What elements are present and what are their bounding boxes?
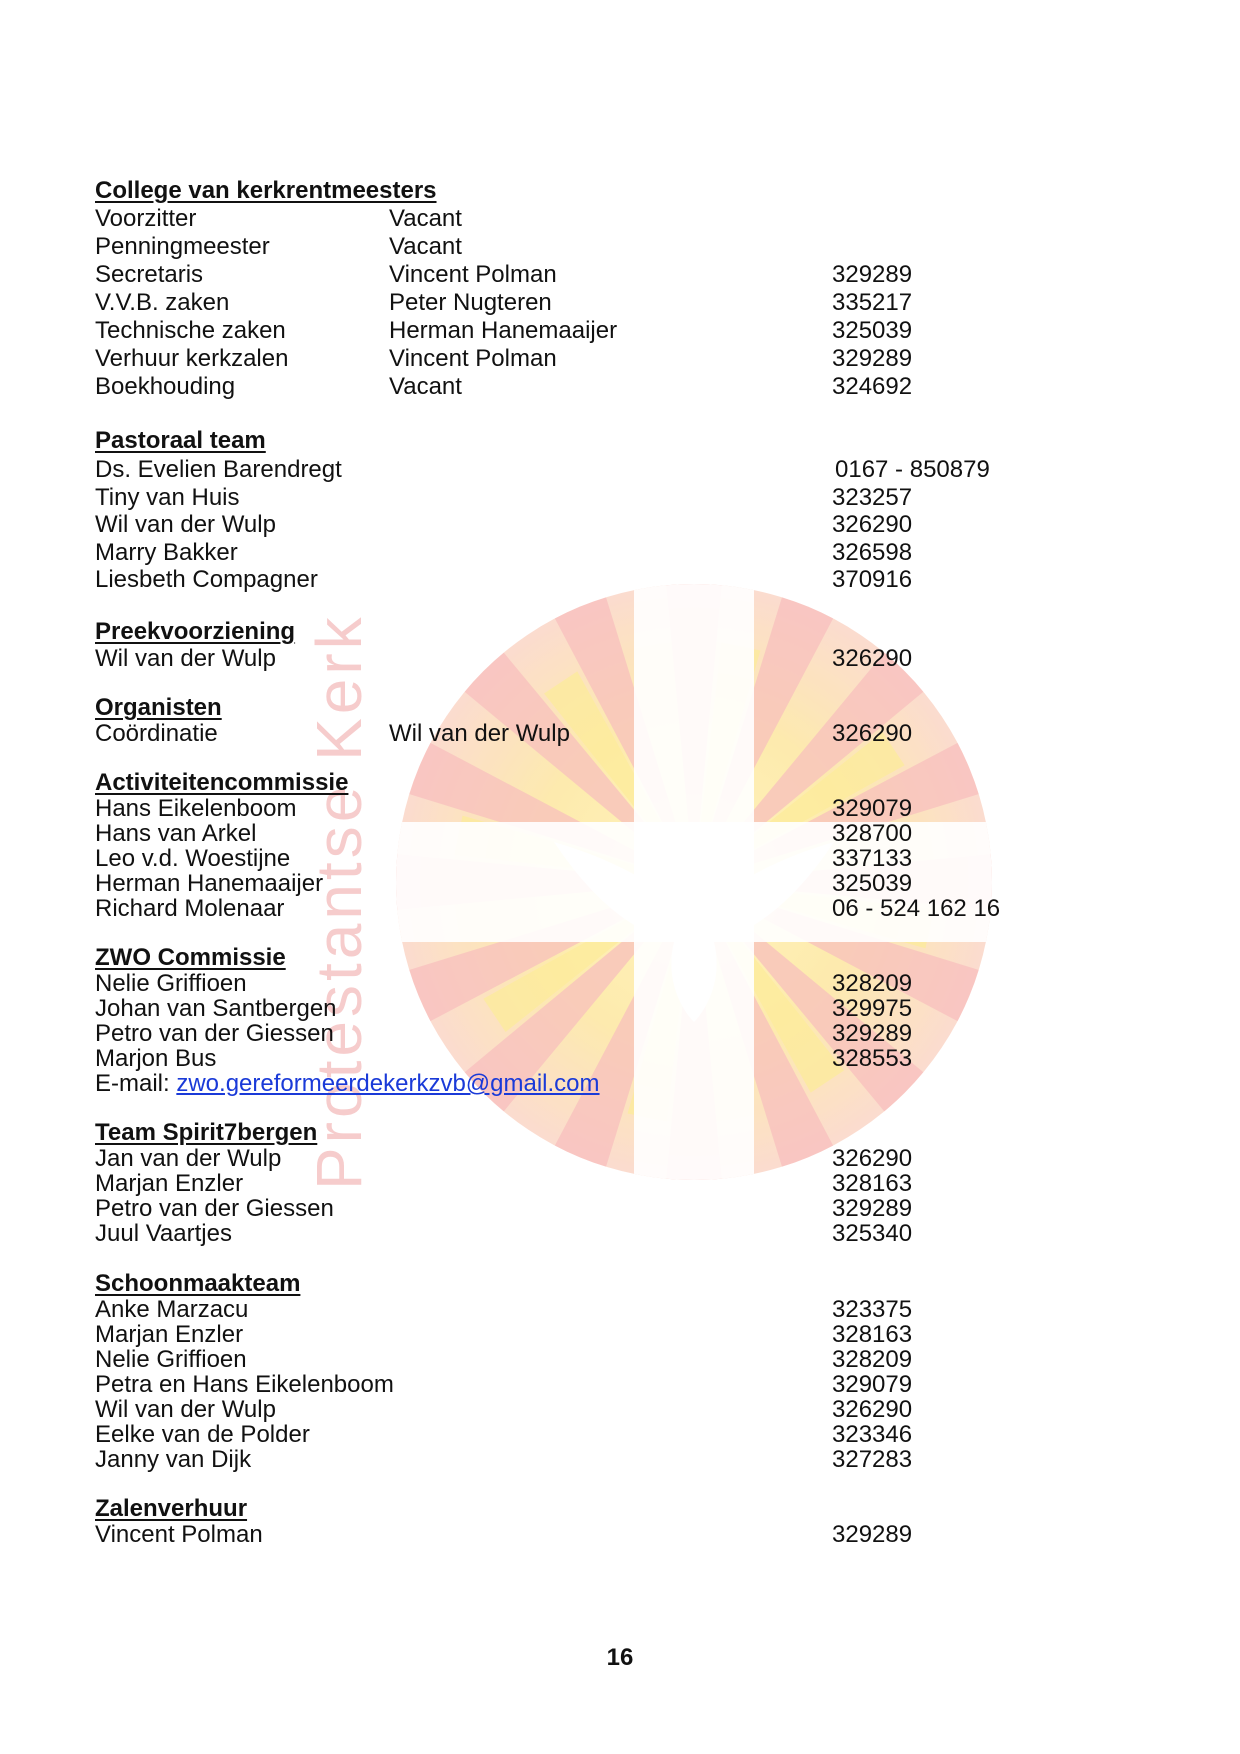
table-row xyxy=(95,233,1155,261)
person: Leo v.d. Woestijne xyxy=(95,845,291,872)
person: Marjon Bus xyxy=(95,1045,217,1072)
person: Anke Marzacu xyxy=(95,1296,249,1323)
table-row xyxy=(95,261,1155,289)
person: Marry Bakker xyxy=(95,539,238,566)
table-row xyxy=(95,1371,1155,1399)
section-title-activiteitencommissie: Activiteitencommissie xyxy=(95,769,349,796)
person: Liesbeth Compagner xyxy=(95,566,318,593)
phone: 329079 xyxy=(832,1371,913,1398)
phone: 335217 xyxy=(832,289,913,316)
role: Secretaris xyxy=(95,261,204,288)
phone: 337133 xyxy=(832,845,913,872)
phone: 370916 xyxy=(832,566,913,593)
phone: 328209 xyxy=(832,970,913,997)
section-title-preekvoorziening: Preekvoorziening xyxy=(95,618,296,645)
person: Jan van der Wulp xyxy=(95,1145,282,1172)
role: Boekhouding xyxy=(95,373,236,400)
phone: 323346 xyxy=(832,1421,913,1448)
person: Marjan Enzler xyxy=(95,1321,244,1348)
table-row xyxy=(95,895,1155,923)
table-row xyxy=(95,1296,1155,1324)
table-row xyxy=(95,456,1155,484)
table-row xyxy=(95,511,1155,539)
person: Eelke van de Polder xyxy=(95,1421,310,1448)
table-row xyxy=(95,870,1155,898)
section-title-organisten: Organisten xyxy=(95,694,222,721)
phone: 325039 xyxy=(832,870,913,897)
phone: 326290 xyxy=(832,720,913,747)
email-link[interactable]: zwo.gereformeerdekerkzvb@gmail.com xyxy=(176,1070,600,1097)
person: Vacant xyxy=(389,233,462,260)
person: Herman Hanemaaijer xyxy=(95,870,324,897)
table-row xyxy=(95,820,1155,848)
contact-list xyxy=(95,0,1155,1754)
section-title-zalenverhuur: Zalenverhuur xyxy=(95,1495,248,1522)
phone: 329289 xyxy=(832,261,913,288)
person: Richard Molenaar xyxy=(95,895,285,922)
table-row xyxy=(95,845,1155,873)
person: Petro van der Giessen xyxy=(95,1195,334,1222)
table-row xyxy=(95,1346,1155,1374)
table-row xyxy=(95,720,1155,748)
section-title-zwo-commissie: ZWO Commissie xyxy=(95,944,286,971)
person: Juul Vaartjes xyxy=(95,1220,232,1247)
phone: 329079 xyxy=(832,795,913,822)
section-title-team-spirit7bergen: Team Spirit7bergen xyxy=(95,1119,318,1146)
table-row xyxy=(95,484,1155,512)
role: V.V.B. zaken xyxy=(95,289,230,316)
person: Johan van Santbergen xyxy=(95,995,337,1022)
phone: 326290 xyxy=(832,1145,913,1172)
phone: 328163 xyxy=(832,1321,913,1348)
phone: 325340 xyxy=(832,1220,913,1247)
table-row xyxy=(95,1321,1155,1349)
phone: 329289 xyxy=(832,1020,913,1047)
person: Ds. Evelien Barendregt xyxy=(95,456,342,483)
role: Coördinatie xyxy=(95,720,218,747)
role: Penningmeester xyxy=(95,233,270,260)
role: Voorzitter xyxy=(95,205,197,232)
table-row xyxy=(95,970,1155,998)
phone: 325039 xyxy=(832,317,913,344)
table-row xyxy=(95,795,1155,823)
table-row xyxy=(95,566,1155,594)
person: Petra en Hans Eikelenboom xyxy=(95,1371,394,1398)
person: Wil van der Wulp xyxy=(95,1396,276,1423)
email-line xyxy=(95,1070,600,1098)
table-row xyxy=(95,345,1155,373)
table-row xyxy=(95,1170,1155,1198)
section-title-schoonmaakteam: Schoonmaakteam xyxy=(95,1270,301,1297)
table-row xyxy=(95,995,1155,1023)
role: Technische zaken xyxy=(95,317,286,344)
phone: 323375 xyxy=(832,1296,913,1323)
phone: 0167 - 850879 xyxy=(835,456,990,483)
section-title-pastoraal: Pastoraal team xyxy=(95,427,266,454)
phone: 329289 xyxy=(832,345,913,372)
table-row xyxy=(95,1145,1155,1173)
person: Nelie Griffioen xyxy=(95,1346,247,1373)
table-row xyxy=(95,1020,1155,1048)
email-label: E-mail: xyxy=(95,1070,177,1097)
watermark-vertical-text: Protestantse Kerk xyxy=(303,613,375,1190)
phone: 326290 xyxy=(832,511,913,538)
role: Verhuur kerkzalen xyxy=(95,345,289,372)
table-row xyxy=(95,1220,1155,1248)
phone: 328700 xyxy=(832,820,913,847)
table-row xyxy=(95,205,1155,233)
person: Petro van der Giessen xyxy=(95,1020,334,1047)
person: Wil van der Wulp xyxy=(95,645,276,672)
person: Peter Nugteren xyxy=(389,289,552,316)
person: Vincent Polman xyxy=(389,261,557,288)
page-number: 16 xyxy=(606,1644,634,1671)
phone: 327283 xyxy=(832,1446,913,1473)
phone: 326290 xyxy=(832,645,913,672)
table-row xyxy=(95,1045,1155,1073)
person: Marjan Enzler xyxy=(95,1170,244,1197)
table-row xyxy=(95,373,1155,401)
table-row xyxy=(95,289,1155,317)
person: Herman Hanemaaijer xyxy=(389,317,618,344)
table-row xyxy=(95,1521,1155,1549)
person: Tiny van Huis xyxy=(95,484,240,511)
phone: 329975 xyxy=(832,995,913,1022)
section-title-college: College van kerkrentmeesters xyxy=(95,177,437,204)
phone: 329289 xyxy=(832,1195,913,1222)
phone: 328209 xyxy=(832,1346,913,1373)
person: Vacant xyxy=(389,205,462,232)
table-row xyxy=(95,1446,1155,1474)
phone: 06 - 524 162 16 xyxy=(832,895,1001,922)
person: Janny van Dijk xyxy=(95,1446,252,1473)
phone: 328163 xyxy=(832,1170,913,1197)
phone: 326598 xyxy=(832,539,913,566)
phone: 329289 xyxy=(832,1521,913,1548)
person: Wil van der Wulp xyxy=(95,511,276,538)
person: Vacant xyxy=(389,373,462,400)
phone: 324692 xyxy=(832,373,913,400)
table-row xyxy=(95,1421,1155,1449)
phone: 326290 xyxy=(832,1396,913,1423)
table-row xyxy=(95,1396,1155,1424)
person: Hans Eikelenboom xyxy=(95,795,297,822)
table-row xyxy=(95,645,1155,673)
person: Wil van der Wulp xyxy=(389,720,570,747)
person: Vincent Polman xyxy=(389,345,557,372)
table-row xyxy=(95,539,1155,567)
phone: 323257 xyxy=(832,484,913,511)
table-row xyxy=(95,1195,1155,1223)
person: Hans van Arkel xyxy=(95,820,257,847)
person: Vincent Polman xyxy=(95,1521,263,1548)
table-row xyxy=(95,317,1155,345)
person: Nelie Griffioen xyxy=(95,970,247,997)
phone: 328553 xyxy=(832,1045,913,1072)
